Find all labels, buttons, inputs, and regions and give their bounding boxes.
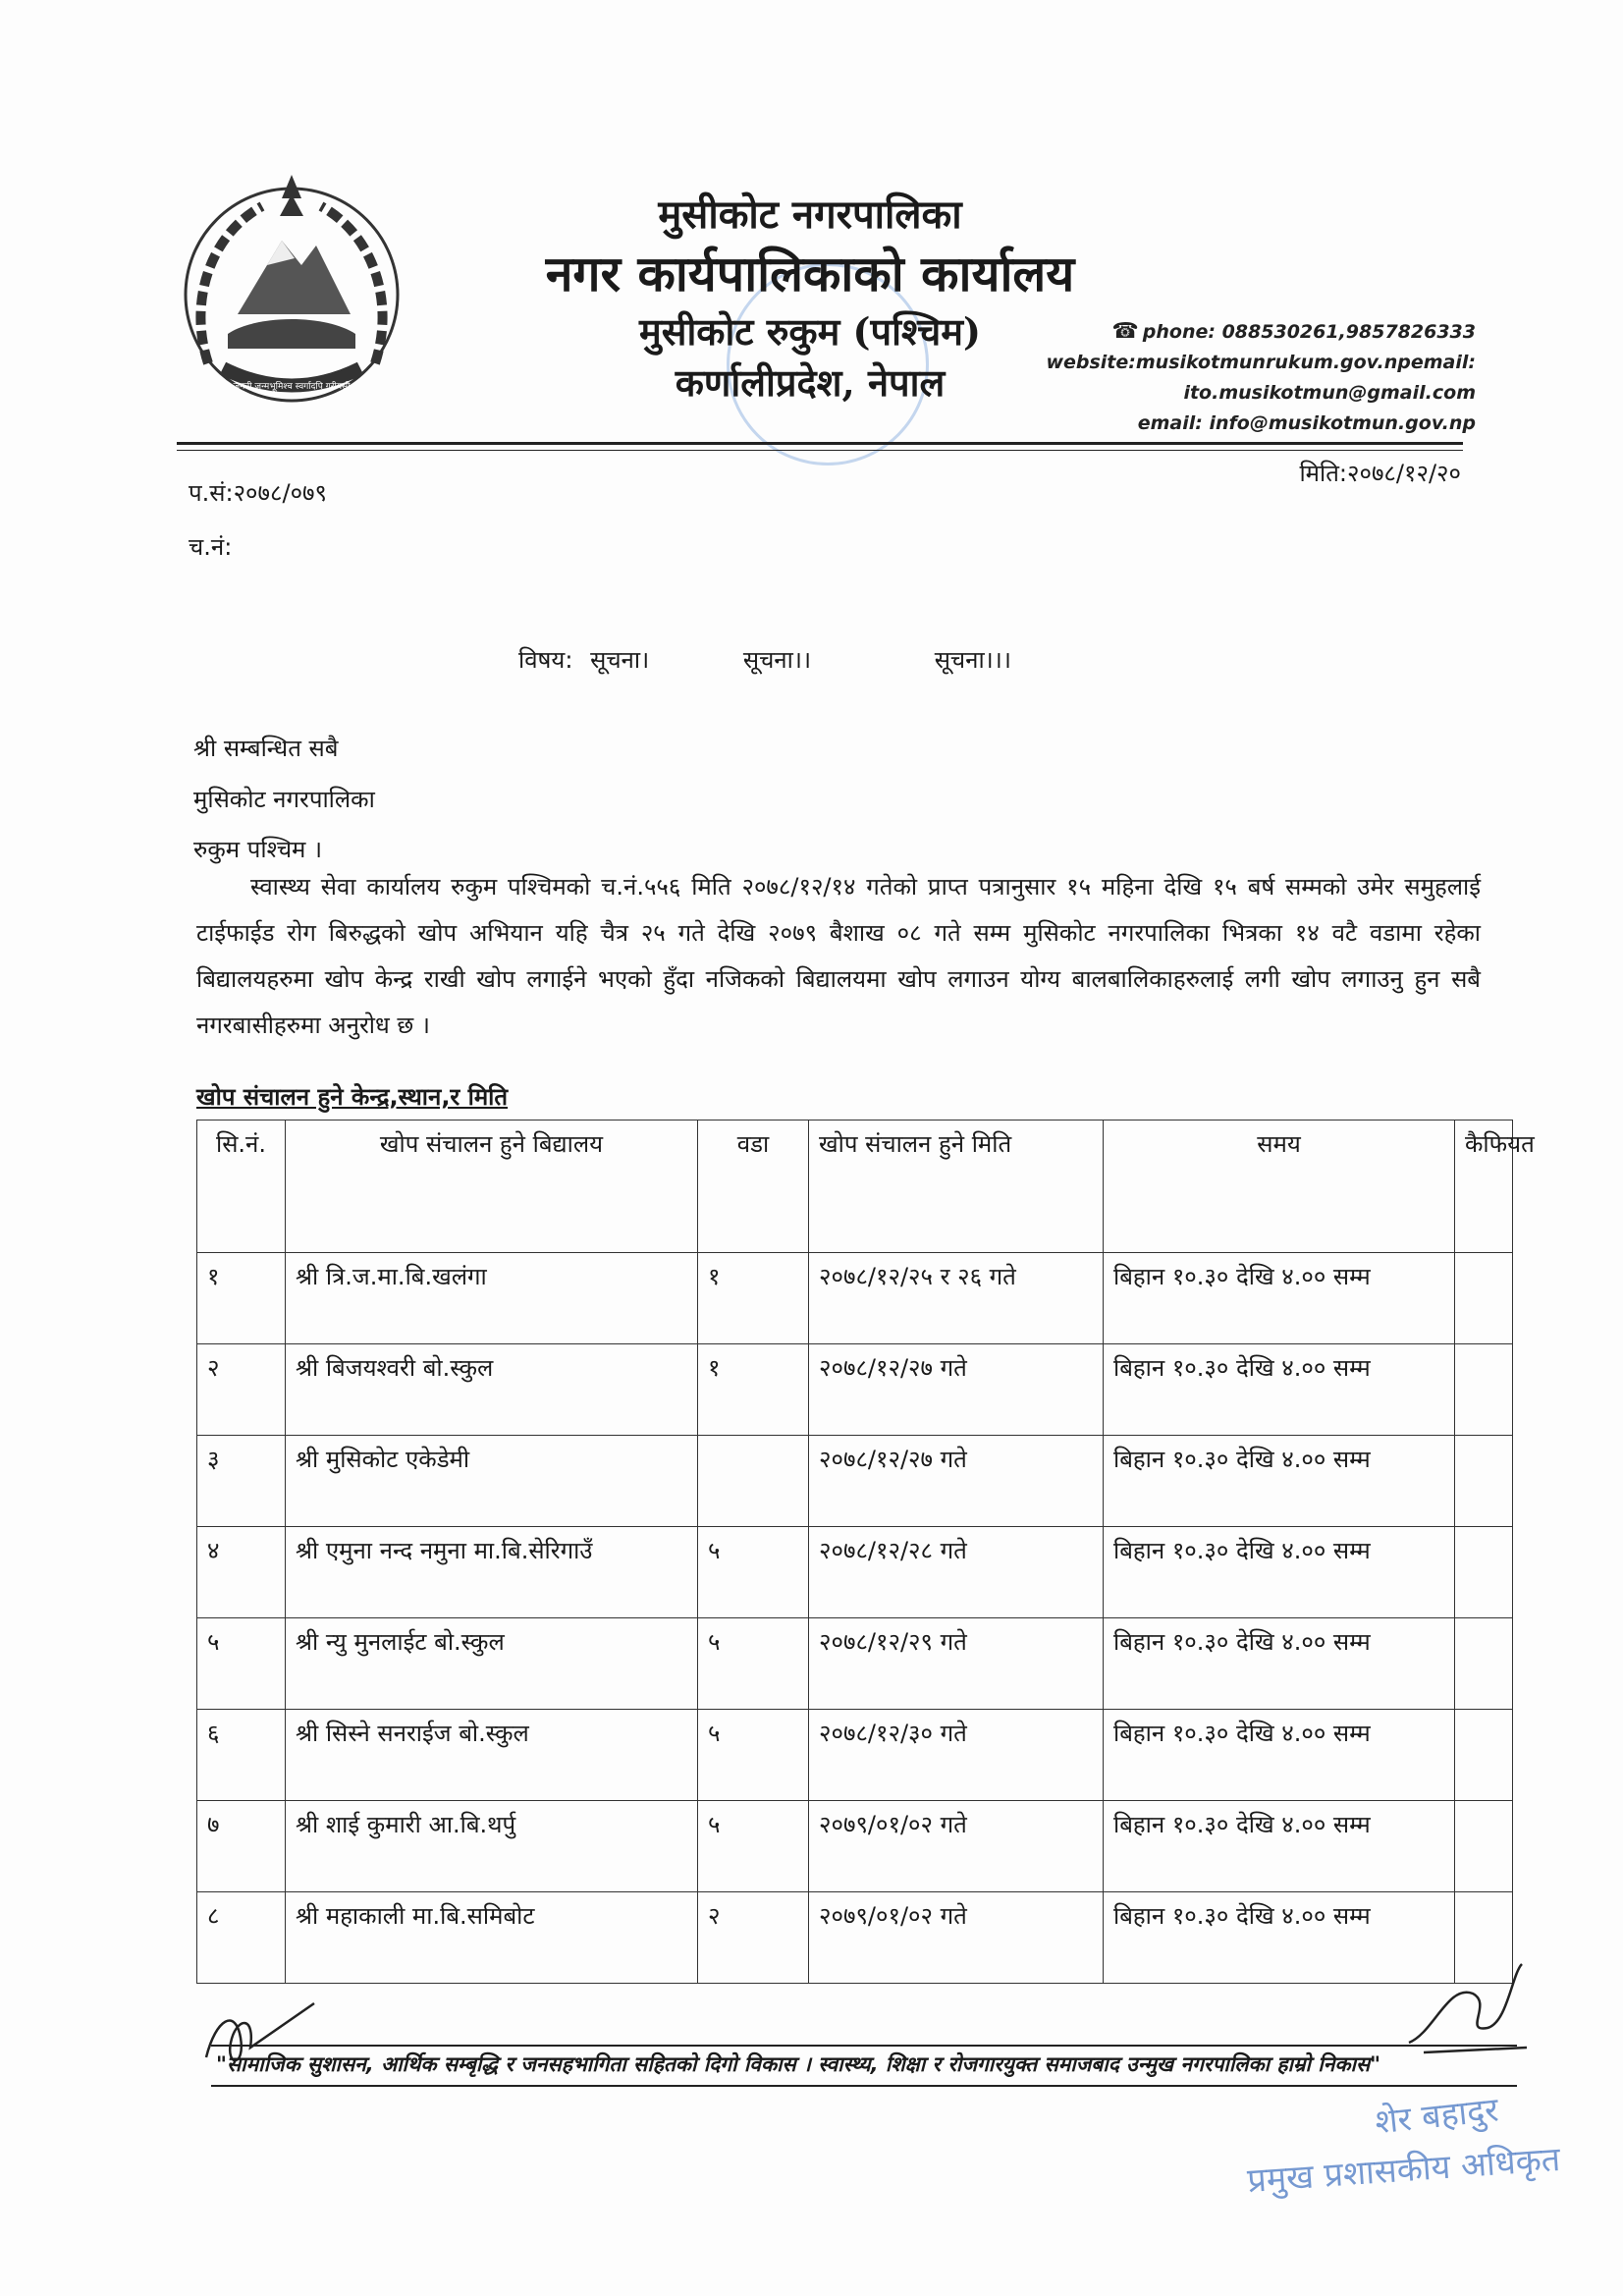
cell-ward — [698, 1436, 809, 1527]
cell-ward: २ — [698, 1892, 809, 1984]
vaccination-schedule-table — [196, 1120, 1535, 1984]
letterhead-divider-thin — [177, 450, 1463, 451]
cell-school: श्री एमुना नन्द नमुना मा.बि.सेरिगाउँ — [286, 1527, 698, 1618]
cell-time: बिहान १०.३० देखि ४.०० सम्म — [1104, 1618, 1455, 1710]
emblem-motto: जननी जन्मभूमिश्च स्वर्गादपि गरीयसी — [233, 382, 351, 392]
cell-school: श्री त्रि.ज.मा.बि.खलंगा — [286, 1253, 698, 1344]
cell-ward: ५ — [698, 1710, 809, 1801]
header-sn: सि.नं. — [197, 1121, 286, 1253]
cell-sn: ८ — [197, 1892, 286, 1984]
header-date: खोप संचालन हुने मिति — [809, 1121, 1104, 1253]
subject-notice-1: सूचना। — [590, 646, 650, 674]
cell-date: २०७८/१२/२७ गते — [809, 1436, 1104, 1527]
cell-remarks — [1455, 1527, 1513, 1618]
table-row — [197, 1710, 1513, 1801]
cell-sn: ३ — [197, 1436, 286, 1527]
letterhead-divider — [177, 442, 1463, 445]
telephone-icon: ☎ — [1111, 319, 1139, 344]
notice-body: स्वास्थ्य सेवा कार्यालय रुकुम पश्चिमको च.नं.५५६ मिति २०७८/१२/१४ गतेको प्राप्त पत्रानुसार १५ महिना देखि १५ बर्ष सम्मको उमेर समुहलाई टाईफाईड रोग बिरुद्धको खोप अभियान यहि चैत्र २५ गते देखि २०७९ बैशाख ०८ गते सम्म मुसिकोट नगरपालिका भित्रका १४ वटै वडामा रहेका बिद्यालयहरुमा खोप केन्द्र राखी खोप लगाईने भएको हुँदा नजिकको बिद्यालयमा खोप लगाउन योग्य बालबालिकाहरुलाई लगी खोप लगाउनु हुन सबै नगरबासीहरुमा अनुरोध छ । — [196, 873, 1481, 1039]
website: website:musikotmunrukum.gov.npemail: — [1046, 352, 1476, 373]
subject-line — [518, 643, 1011, 676]
table-header-row — [197, 1121, 1513, 1253]
cell-ward: ५ — [698, 1527, 809, 1618]
cell-sn: ४ — [197, 1527, 286, 1618]
cell-date: २०७८/१२/२८ गते — [809, 1527, 1104, 1618]
office-location: मुसीकोट रुकुम (पश्चिम) — [639, 309, 981, 354]
cell-school: श्री न्यु मुनलाईट बो.स्कुल — [286, 1618, 698, 1710]
cell-time: बिहान १०.३० देखि ४.०० सम्म — [1104, 1527, 1455, 1618]
cell-sn: १ — [197, 1253, 286, 1344]
table-row — [197, 1436, 1513, 1527]
office-name: नगर कार्यपालिकाको कार्यालय — [545, 245, 1075, 302]
footer-divider-bottom — [211, 2085, 1517, 2087]
cell-sn: ७ — [197, 1801, 286, 1892]
cell-sn: ६ — [197, 1710, 286, 1801]
cell-date: २०७९/०१/०२ गते — [809, 1801, 1104, 1892]
footer-divider-top — [211, 2045, 1517, 2047]
table-row — [197, 1801, 1513, 1892]
cell-time: बिहान १०.३० देखि ४.०० सम्म — [1104, 1436, 1455, 1527]
cell-sn: २ — [197, 1344, 286, 1436]
footer-slogan: "सामाजिक सुशासन, आर्थिक सम्बृद्धि र जनसहभागिता सहितको दिगो विकास । स्वास्थ्य, शिक्षा र रोजगारयुक्त समाजबाद उन्मुख नगरपालिका हाम्रो निकास" — [216, 2052, 1381, 2076]
cell-ward: ५ — [698, 1801, 809, 1892]
cell-date: २०७८/१२/३० गते — [809, 1710, 1104, 1801]
header-ward: वडा — [698, 1121, 809, 1253]
cell-ward: ५ — [698, 1618, 809, 1710]
table-row — [197, 1253, 1513, 1344]
cell-remarks — [1455, 1801, 1513, 1892]
cell-school: श्री बिजयश्वरी बो.स्कुल — [286, 1344, 698, 1436]
header-school: खोप संचालन हुने बिद्यालय — [286, 1121, 698, 1253]
cell-date: २०७८/१२/२५ र २६ गते — [809, 1253, 1104, 1344]
cell-remarks — [1455, 1710, 1513, 1801]
province-country: कर्णालीप्रदेश, नेपाल — [675, 360, 946, 405]
stamp-officer-title: प्रमुख प्रशासकीय अधिकृत — [1246, 2139, 1562, 2202]
subject-notice-3: सूचना।।। — [934, 646, 1011, 674]
subject-notice-2: सूचना।। — [742, 646, 812, 674]
schedule-table-title: खोप संचालन हुने केन्द्र,स्थान,र मिति — [196, 1083, 509, 1111]
cell-ward: १ — [698, 1253, 809, 1344]
reference-number: प.सं:२०७८/०७९ — [189, 479, 328, 507]
table-row — [197, 1892, 1513, 1984]
subject-label: विषय: — [518, 646, 573, 674]
email-secondary: email: info@musikotmun.gov.np — [1137, 412, 1476, 434]
cell-remarks — [1455, 1436, 1513, 1527]
table-row — [197, 1618, 1513, 1710]
cell-time: बिहान १०.३० देखि ४.०० सम्म — [1104, 1344, 1455, 1436]
cell-date: २०७९/०१/०२ गते — [809, 1892, 1104, 1984]
cell-date: २०७८/१२/२९ गते — [809, 1618, 1104, 1710]
header-remarks: कैफियत — [1455, 1121, 1513, 1253]
cell-remarks — [1455, 1618, 1513, 1710]
table-row — [197, 1344, 1513, 1436]
phone-number: phone: 088530261,9857826333 — [1142, 321, 1476, 343]
cell-date: २०७८/१२/२७ गते — [809, 1344, 1104, 1436]
cell-remarks — [1455, 1253, 1513, 1344]
header-time: समय — [1104, 1121, 1455, 1253]
contact-block — [1024, 316, 1476, 439]
email-primary: ito.musikotmun@gmail.com — [1183, 382, 1476, 404]
cell-time: बिहान १०.३० देखि ४.०० सम्म — [1104, 1710, 1455, 1801]
nepal-emblem-icon — [169, 167, 414, 422]
recipient-line-1: श्री सम्बन्धित सबै — [193, 735, 339, 762]
cell-time: बिहान १०.३० देखि ४.०० सम्म — [1104, 1801, 1455, 1892]
cell-ward: १ — [698, 1344, 809, 1436]
cell-school: श्री मुसिकोट एकेडेमी — [286, 1436, 698, 1527]
cell-time: बिहान १०.३० देखि ४.०० सम्म — [1104, 1892, 1455, 1984]
letter-date: मिति:२०७८/१२/२० — [1299, 460, 1461, 487]
cell-remarks — [1455, 1344, 1513, 1436]
municipality-name: मुसीकोट नगरपालिका — [658, 191, 962, 238]
stamp-officer-name: शेर बहादुर — [1373, 2090, 1501, 2143]
cell-school: श्री सिस्ने सनराईज बो.स्कुल — [286, 1710, 698, 1801]
table-row — [197, 1527, 1513, 1618]
cell-school: श्री शाई कुमारी आ.बि.थर्पु — [286, 1801, 698, 1892]
cell-time: बिहान १०.३० देखि ४.०० सम्म — [1104, 1253, 1455, 1344]
recipient-line-2: मुसिकोट नगरपालिका — [193, 786, 375, 813]
cell-sn: ५ — [197, 1618, 286, 1710]
cell-school: श्री महाकाली मा.बि.समिबोट — [286, 1892, 698, 1984]
dispatch-number: च.नं: — [189, 533, 233, 561]
recipient-line-3: रुकुम पश्चिम । — [193, 836, 323, 863]
